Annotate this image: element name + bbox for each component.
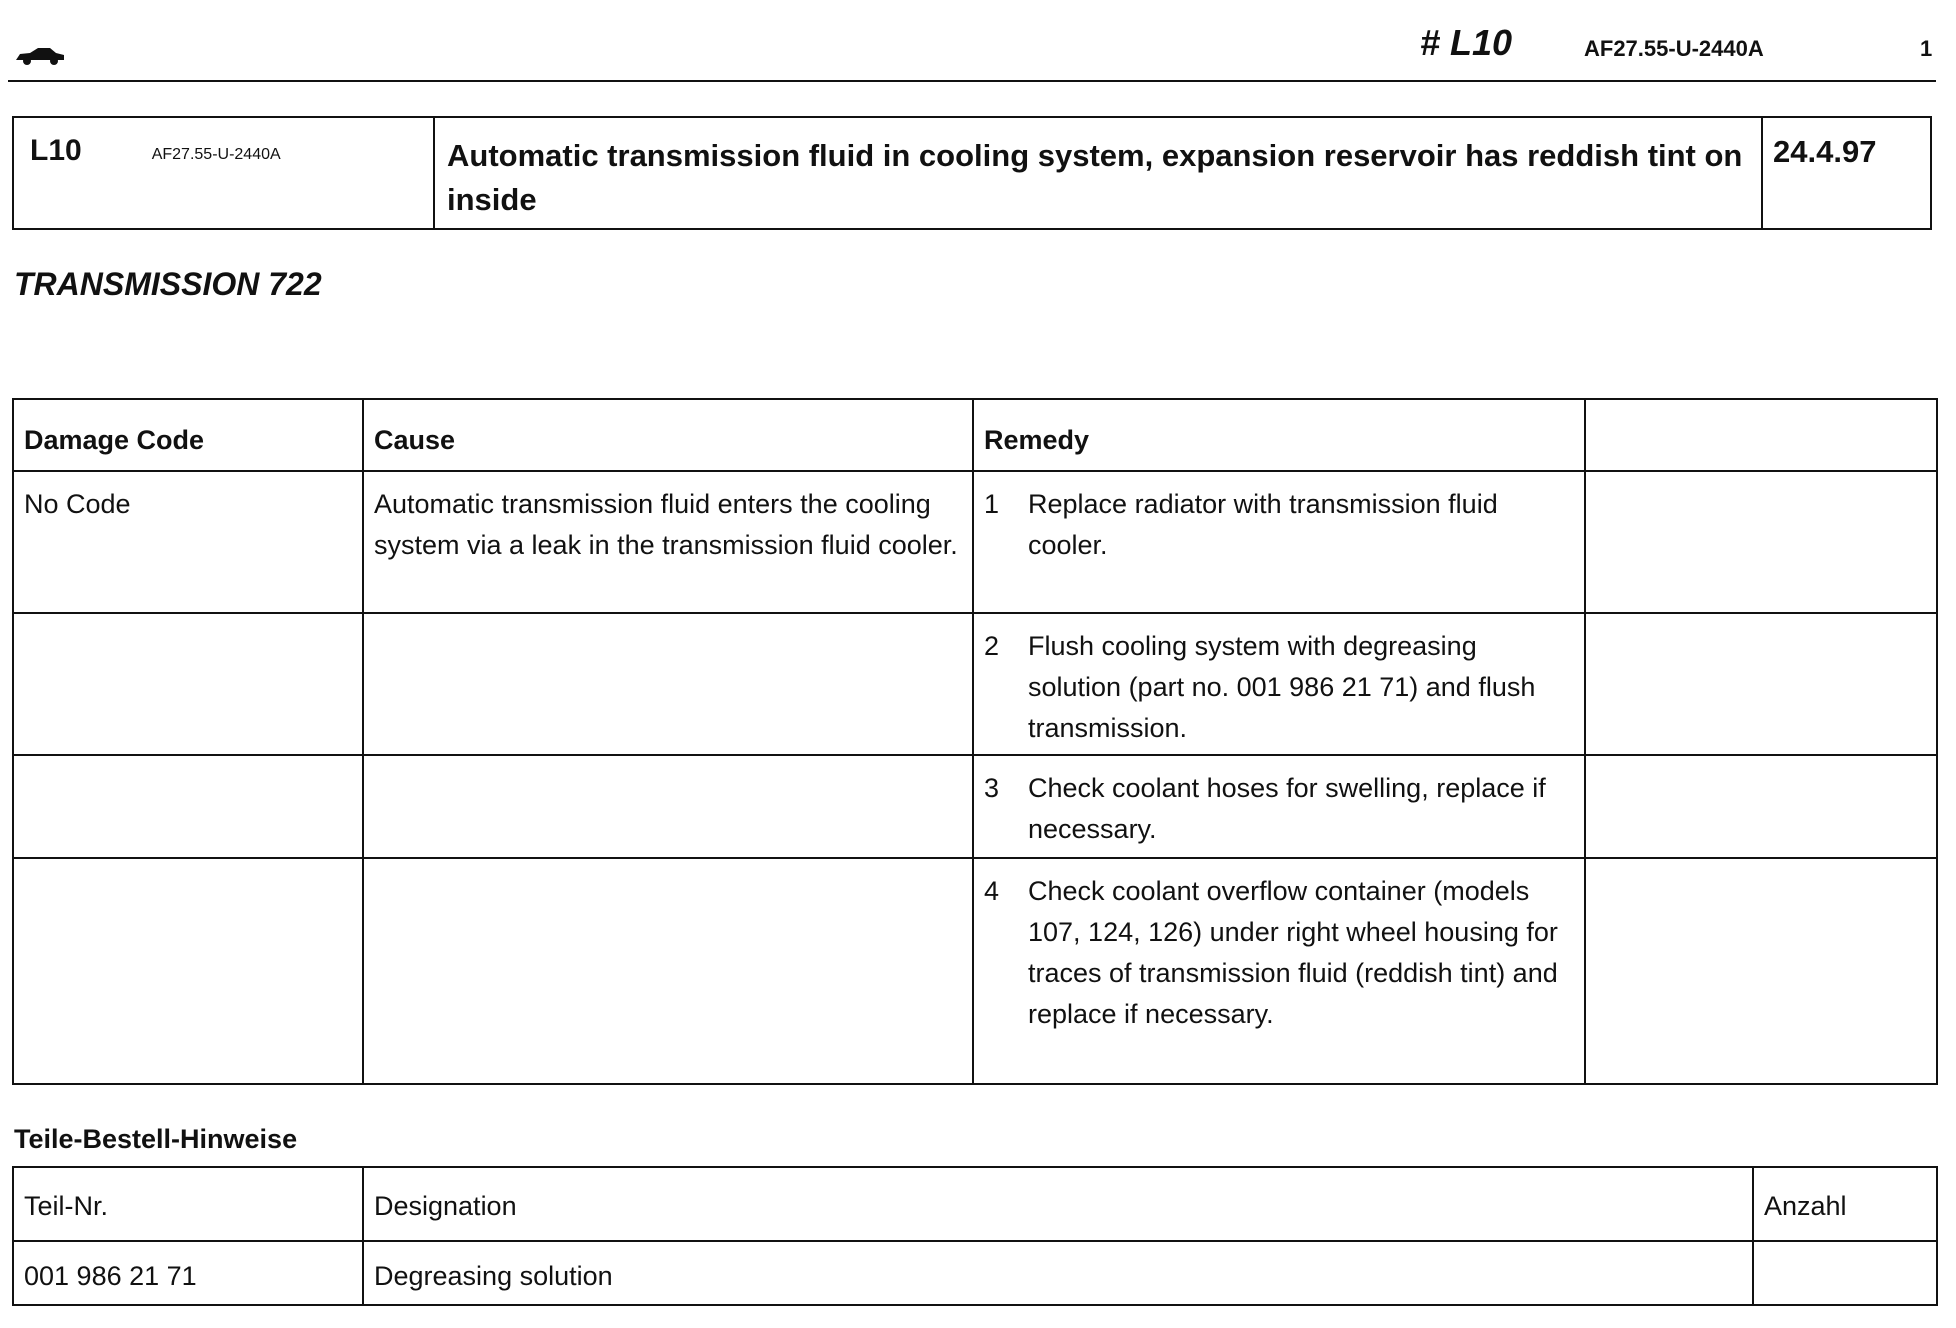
- remedy-step-number: 4: [984, 876, 1000, 906]
- blank-cell: [1585, 613, 1937, 755]
- remedy-step-text: Check coolant overflow container (models 107, 124, 126) under right wheel housing for traces of transmission fluid (reddish tint) and replace if necessary.: [1028, 876, 1558, 1029]
- document-date: 24.4.97: [1773, 134, 1877, 169]
- blank-cell: [1585, 755, 1937, 858]
- column-header-blank: [1585, 399, 1937, 471]
- remedy-cell: [973, 471, 1585, 613]
- column-header-quantity: Anzahl: [1753, 1167, 1937, 1241]
- quantity-cell: [1753, 1241, 1937, 1305]
- part-number-cell: 001 986 21 71: [13, 1241, 363, 1305]
- table-row: [13, 471, 1937, 613]
- parts-heading: Teile-Bestell-Hinweise: [14, 1124, 298, 1154]
- table-row: [13, 858, 1937, 1084]
- table-row: [13, 1241, 1937, 1305]
- cause-cell: [363, 755, 973, 858]
- parts-table: [12, 1166, 1938, 1306]
- column-header-cause: Cause: [363, 399, 973, 471]
- remedy-step-number: 1: [984, 489, 1000, 519]
- cause-cell: [363, 613, 973, 755]
- damage-code-cell: [13, 613, 363, 755]
- column-header-part-no: Teil-Nr.: [13, 1167, 363, 1241]
- title-reference: AF27.55-U-2440A: [151, 146, 281, 163]
- remedy-cell: [973, 858, 1585, 1084]
- title-box: [12, 116, 1932, 230]
- table-row: [13, 613, 1937, 755]
- page-number: 1: [1920, 36, 1933, 61]
- column-header-designation: Designation: [363, 1167, 1753, 1241]
- remedy-cell: [973, 613, 1585, 755]
- remedy-step-text: Check coolant hoses for swelling, replace if necessary.: [1028, 773, 1546, 844]
- header-reference: AF27.55-U-2440A: [1584, 36, 1764, 61]
- header-code: # L10: [1420, 22, 1513, 63]
- remedy-step-number: 3: [984, 773, 1000, 803]
- column-header-damage-code: Damage Code: [13, 399, 363, 471]
- cause-cell: Automatic transmission fluid enters the cooling system via a leak in the transmission fluid cooler.: [363, 471, 973, 613]
- document-title: Automatic transmission fluid in cooling system, expansion reservoir has reddish tint on inside: [435, 118, 1763, 228]
- damage-code-cell: No Code: [13, 471, 363, 613]
- damage-table: [12, 398, 1938, 1085]
- title-code: L10: [30, 134, 82, 167]
- car-icon: [14, 44, 66, 66]
- remedy-step-number: 2: [984, 631, 1000, 661]
- blank-cell: [1585, 858, 1937, 1084]
- damage-code-cell: [13, 858, 363, 1084]
- remedy-step-text: Flush cooling system with degreasing solution (part no. 001 986 21 71) and flush transmission.: [1028, 631, 1536, 743]
- remedy-step-text: Replace radiator with transmission fluid cooler.: [1028, 489, 1498, 560]
- header-divider: [8, 80, 1936, 82]
- column-header-remedy: Remedy: [973, 399, 1585, 471]
- cause-cell: [363, 858, 973, 1084]
- remedy-cell: [973, 755, 1585, 858]
- table-row: [13, 755, 1937, 858]
- section-title: TRANSMISSION 722: [14, 266, 322, 302]
- parts-header-row: [13, 1167, 1937, 1241]
- title-code-cell: [14, 118, 435, 228]
- damage-code-cell: [13, 755, 363, 858]
- table-header-row: [13, 399, 1937, 471]
- blank-cell: [1585, 471, 1937, 613]
- designation-cell: Degreasing solution: [363, 1241, 1753, 1305]
